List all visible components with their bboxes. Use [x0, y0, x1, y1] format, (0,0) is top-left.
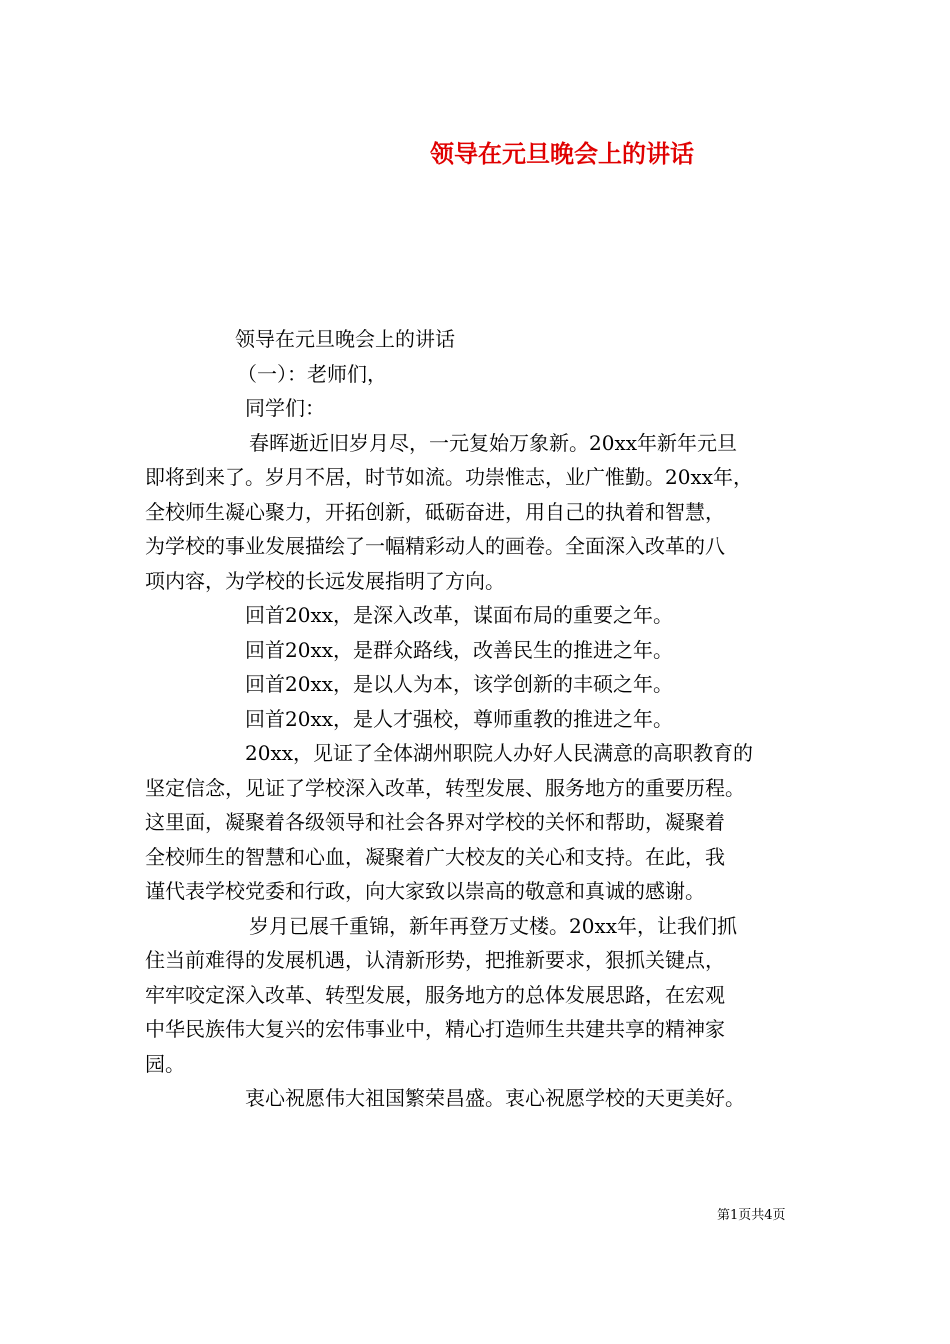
- paragraph: [145, 909, 825, 1082]
- paragraph: [145, 1081, 825, 1116]
- paragraph: [145, 667, 825, 702]
- paragraph-line: 中华民族伟大复兴的宏伟事业中，精心打造师生共建共享的精神家: [145, 1017, 725, 1041]
- page-number: 第1页共4页: [717, 1208, 786, 1223]
- paragraph-list: [145, 426, 825, 1116]
- paragraph-line: 全校师生凝心聚力，开拓创新，砥砺奋进，用自己的执着和智慧，: [145, 499, 725, 524]
- paragraph-line: 岁月已展千重锦，新年再登万丈楼。20xx年，让我们抓: [249, 913, 738, 938]
- paragraph: [145, 598, 825, 633]
- paragraph-line: 项内容，为学校的长远发展指明了方向。: [145, 568, 505, 593]
- paragraph-line: 回首20xx，是群众路线，改善民生的推进之年。: [245, 637, 674, 662]
- paragraph-line: 谨代表学校党委和行政，向大家致以崇高的敬意和真诚的感谢。: [145, 879, 705, 903]
- paragraph-line: 坚定信念，见证了学校深入改革，转型发展、服务地方的重要历程。: [145, 775, 745, 800]
- document-subtitle: （一）：老师们，: [237, 361, 387, 386]
- paragraph-line: 衷心祝愿伟大祖国繁荣昌盛。衷心祝愿学校的天更美好。: [245, 1086, 745, 1110]
- paragraph: [145, 633, 825, 668]
- paragraph-line: 回首20xx，是深入改革，谋面布局的重要之年。: [245, 603, 674, 627]
- paragraph-line: 全校师生的智慧和心血，凝聚着广大校友的关心和支持。在此，我: [145, 844, 725, 869]
- document-heading: 领导在元旦晚会上的讲话: [235, 327, 455, 351]
- salutation: 同学们：: [245, 396, 325, 420]
- paragraph-line: 牢牢咬定深入改革、转型发展，服务地方的总体发展思路，在宏观: [145, 982, 725, 1007]
- paragraph-line: 这里面，凝聚着各级领导和社会各界对学校的关怀和帮助，凝聚着: [145, 810, 725, 834]
- paragraph-line: 为学校的事业发展描绘了一幅精彩动人的画卷。全面深入改革的八: [145, 534, 725, 558]
- paragraph-line: 春晖逝近旧岁月尽，一元复始万象新。20xx年新年元旦: [249, 430, 738, 455]
- paragraph: [145, 736, 825, 909]
- paragraph: [145, 426, 825, 599]
- paragraph-line: 即将到来了。岁月不居，时节如流。功崇惟志，业广惟勤。20xx年，: [145, 465, 754, 489]
- paragraph-line: 回首20xx，是以人为本，该学创新的丰硕之年。: [245, 672, 674, 696]
- paragraph-line: 住当前难得的发展机遇，认清新形势，把推新要求，狠抓关键点，: [145, 948, 725, 972]
- paragraph-line: 回首20xx，是人才强校，尊师重教的推进之年。: [245, 706, 674, 731]
- page-title: 领导在元旦晚会上的讲话: [430, 139, 694, 168]
- document-body: [145, 322, 825, 1116]
- paragraph-line: 园。: [145, 1051, 185, 1076]
- paragraph: [145, 702, 825, 737]
- paragraph-line: 20xx，见证了全体湖州职院人办好人民满意的高职教育的: [245, 741, 754, 765]
